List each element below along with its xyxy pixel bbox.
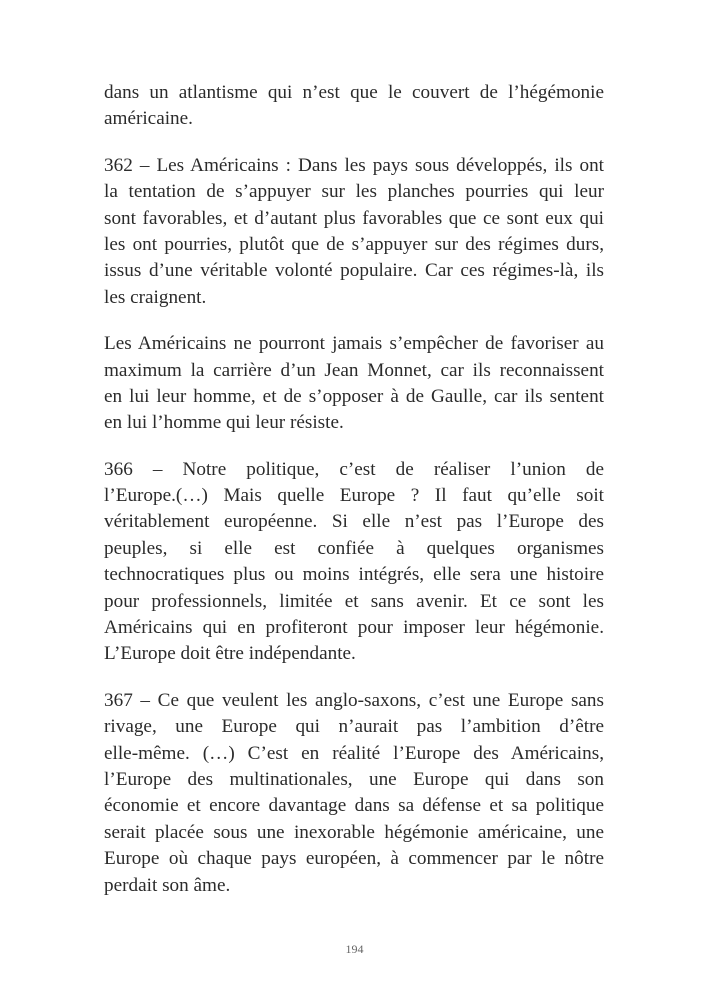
text-line: Américains qui en profiteront pour imposer leur hégémonie. [104, 617, 604, 639]
text-line: 366 – Notre politique, c’est de réaliser l’union de [104, 458, 604, 480]
text-line: rivage, une Europe qui n’aurait pas l’ambition d’être [104, 716, 604, 738]
text-line: la tentation de s’appuyer sur les planches pourries qui leur [104, 181, 604, 203]
text-line: les ont pourries, plutôt que de s’appuyer sur des régimes durs, [104, 233, 604, 255]
text-line: pour professionnels, limitée et sans avenir. Et ce sont les [104, 590, 604, 612]
text-line: L’Europe doit être indépendante. [104, 643, 356, 665]
text-line: l’Europe.(…) Mais quelle Europe ? Il faut qu’elle soit [104, 485, 604, 507]
paragraph-366 [104, 457, 604, 668]
text-line: 367 – Ce que veulent les anglo-saxons, c’est une Europe sans [104, 689, 604, 711]
text-line: peuples, si elle est confiée à quelques organismes [104, 537, 604, 559]
text-line: serait placée sous une inexorable hégémonie américaine, une [104, 821, 604, 843]
text-line: 362 – Les Américains : Dans les pays sous développés, ils ont [104, 154, 604, 176]
paragraph-362 [104, 153, 604, 311]
text-line: Europe où chaque pays européen, à commencer par le nôtre [104, 848, 604, 870]
text-line: sont favorables, et d’autant plus favorables que ce sont eux qui [104, 207, 604, 229]
text-line: elle-même. (…) C’est en réalité l’Europe des Américains, [104, 742, 604, 764]
text-line: Les Américains ne pourront jamais s’empêcher de favoriser au [104, 333, 604, 355]
text-line: en lui leur homme, et de s’opposer à de Gaulle, car ils sentent [104, 385, 604, 407]
text-line: l’Europe des multinationales, une Europe qui dans son [104, 768, 604, 790]
page-number: 194 [345, 942, 364, 956]
paragraph-367 [104, 688, 604, 899]
text-line: économie et encore davantage dans sa défense et sa politique [104, 795, 604, 817]
text-line: véritablement européenne. Si elle n’est pas l’Europe des [104, 511, 604, 533]
text-line: les craignent. [104, 286, 207, 308]
text-line: technocratiques plus ou moins intégrés, elle sera une histoire [104, 564, 604, 586]
text-line: perdait son âme. [104, 874, 231, 896]
text-line: maximum la carrière d’un Jean Monnet, car ils reconnaissent [104, 359, 604, 381]
text-line: en lui l’homme qui leur résiste. [104, 412, 344, 434]
text-line: américaine. [104, 108, 193, 130]
paragraph-continued [104, 80, 604, 133]
text-line: dans un atlantisme qui n’est que le couvert de l’hégémonie [104, 82, 604, 103]
text-line: issus d’une véritable volonté populaire. Car ces régimes-là, ils [104, 260, 604, 282]
paragraph-americains [104, 331, 604, 437]
text-body [104, 80, 604, 919]
